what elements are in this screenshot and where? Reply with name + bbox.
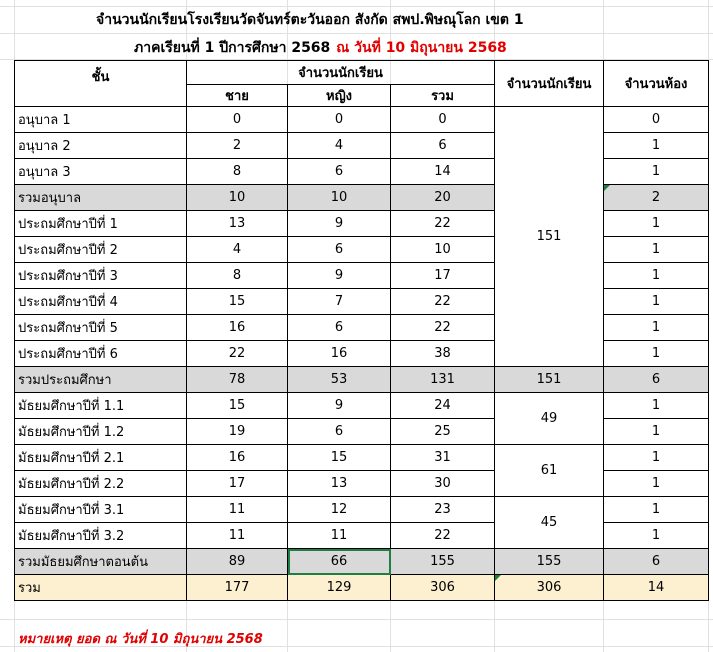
female-cell[interactable]: 9 (288, 211, 391, 237)
rooms-cell[interactable]: 6 (604, 549, 709, 575)
female-cell[interactable]: 53 (288, 367, 391, 393)
female-cell[interactable]: 6 (288, 237, 391, 263)
row-label[interactable]: รวมมัธยมศึกษาตอนต้น (15, 549, 187, 575)
row-label[interactable]: อนุบาล 3 (15, 159, 187, 185)
rooms-cell[interactable]: 1 (604, 315, 709, 341)
male-cell[interactable]: 13 (187, 211, 288, 237)
table-row (15, 133, 709, 159)
grand-total-row (15, 575, 709, 601)
male-cell[interactable]: 89 (187, 549, 288, 575)
rooms-cell[interactable]: 1 (604, 393, 709, 419)
table-row (15, 445, 709, 471)
header-male[interactable]: ชาย (187, 85, 288, 107)
row-label[interactable]: ประถมศึกษาปีที่ 3 (15, 263, 187, 289)
male-cell[interactable]: 10 (187, 185, 288, 211)
table-row (15, 315, 709, 341)
total-cell[interactable]: 6 (391, 133, 495, 159)
group-cell[interactable]: 306 (495, 575, 604, 601)
row-label[interactable]: มัธยมศึกษาปีที่ 2.1 (15, 445, 187, 471)
header-female[interactable]: หญิง (288, 85, 391, 107)
table-row (15, 341, 709, 367)
rooms-cell[interactable]: 1 (604, 445, 709, 471)
female-cell[interactable]: 7 (288, 289, 391, 315)
header-rooms[interactable]: จำนวนห้อง (604, 61, 709, 107)
male-cell[interactable]: 22 (187, 341, 288, 367)
rooms-cell[interactable]: 1 (604, 341, 709, 367)
table-row (15, 263, 709, 289)
total-cell[interactable]: 14 (391, 159, 495, 185)
row-label[interactable]: มัธยมศึกษาปีที่ 1.1 (15, 393, 187, 419)
total-cell[interactable]: 30 (391, 471, 495, 497)
row-label[interactable]: ประถมศึกษาปีที่ 4 (15, 289, 187, 315)
male-cell[interactable]: 177 (187, 575, 288, 601)
row-label[interactable]: รวมอนุบาล (15, 185, 187, 211)
sheet-title: จำนวนนักเรียนโรงเรียนวัดจันทร์ตะวันออก สังกัด สพป.พิษณุโลก เขต 1 (96, 12, 524, 28)
table-row (15, 289, 709, 315)
group-cell[interactable]: 151 (495, 367, 604, 393)
rooms-cell[interactable]: 1 (604, 471, 709, 497)
total-cell[interactable]: 20 (391, 185, 495, 211)
total-cell[interactable]: 22 (391, 211, 495, 237)
row-label[interactable]: รวม (15, 575, 187, 601)
rooms-cell[interactable]: 6 (604, 367, 709, 393)
female-cell[interactable]: 15 (288, 445, 391, 471)
rooms-cell[interactable]: 1 (604, 289, 709, 315)
female-cell[interactable]: 0 (288, 107, 391, 133)
total-cell[interactable]: 131 (391, 367, 495, 393)
table-row (15, 523, 709, 549)
total-cell[interactable]: 24 (391, 393, 495, 419)
row-label[interactable]: ประถมศึกษาปีที่ 5 (15, 315, 187, 341)
female-cell[interactable]: 129 (288, 575, 391, 601)
male-cell[interactable]: 17 (187, 471, 288, 497)
table-row (15, 419, 709, 445)
female-cell-selected[interactable]: 66 (288, 549, 391, 575)
group-cell[interactable]: 155 (495, 549, 604, 575)
as-of-date-text: ณ วันที่ 10 มิถุนายน 2568 (336, 40, 507, 56)
row-label[interactable]: มัธยมศึกษาปีที่ 3.1 (15, 497, 187, 523)
female-cell[interactable]: 6 (288, 315, 391, 341)
row-label[interactable]: ประถมศึกษาปีที่ 1 (15, 211, 187, 237)
rooms-cell[interactable]: 2 (604, 185, 709, 211)
female-cell[interactable]: 9 (288, 393, 391, 419)
total-cell[interactable]: 22 (391, 523, 495, 549)
female-cell[interactable]: 6 (288, 159, 391, 185)
male-cell[interactable]: 15 (187, 289, 288, 315)
male-cell[interactable]: 19 (187, 419, 288, 445)
male-cell[interactable]: 15 (187, 393, 288, 419)
row-label[interactable]: อนุบาล 2 (15, 133, 187, 159)
total-cell[interactable]: 17 (391, 263, 495, 289)
group-cell-m3[interactable]: 45 (495, 497, 604, 549)
row-label[interactable]: มัธยมศึกษาปีที่ 1.2 (15, 419, 187, 445)
female-cell[interactable]: 10 (288, 185, 391, 211)
row-label[interactable]: มัธยมศึกษาปีที่ 2.2 (15, 471, 187, 497)
total-cell[interactable]: 306 (391, 575, 495, 601)
student-count-table (14, 60, 709, 601)
rooms-cell[interactable]: 1 (604, 263, 709, 289)
female-cell[interactable]: 16 (288, 341, 391, 367)
header-student-count[interactable]: จำนวนนักเรียน (187, 61, 495, 85)
rooms-cell[interactable]: 0 (604, 107, 709, 133)
male-cell[interactable]: 0 (187, 107, 288, 133)
male-cell[interactable]: 11 (187, 523, 288, 549)
rooms-cell[interactable]: 1 (604, 133, 709, 159)
row-label[interactable]: ประถมศึกษาปีที่ 6 (15, 341, 187, 367)
total-cell[interactable]: 10 (391, 237, 495, 263)
table-row (15, 497, 709, 523)
rooms-cell[interactable]: 1 (604, 211, 709, 237)
male-cell[interactable]: 4 (187, 237, 288, 263)
summary-row (15, 549, 709, 575)
female-cell[interactable]: 6 (288, 419, 391, 445)
group-cell-m1[interactable]: 49 (495, 393, 604, 445)
total-cell[interactable]: 23 (391, 497, 495, 523)
table-row (15, 393, 709, 419)
row-label[interactable]: ประถมศึกษาปีที่ 2 (15, 237, 187, 263)
semester-text: ภาคเรียนที่ 1 ปีการศึกษา 2568 (134, 40, 331, 56)
male-cell[interactable]: 2 (187, 133, 288, 159)
rooms-cell[interactable]: 1 (604, 237, 709, 263)
sheet-subtitle (134, 37, 507, 59)
female-cell[interactable]: 11 (288, 523, 391, 549)
total-cell[interactable]: 22 (391, 315, 495, 341)
total-cell[interactable]: 0 (391, 107, 495, 133)
female-cell[interactable]: 4 (288, 133, 391, 159)
row-label[interactable]: อนุบาล 1 (15, 107, 187, 133)
group-cell-kindergarten-primary[interactable]: 151 (495, 107, 604, 367)
rooms-cell[interactable]: 14 (604, 575, 709, 601)
header-row (15, 61, 709, 85)
total-cell[interactable]: 155 (391, 549, 495, 575)
total-cell[interactable]: 22 (391, 289, 495, 315)
row-label[interactable]: มัธยมศึกษาปีที่ 3.2 (15, 523, 187, 549)
table-row (15, 159, 709, 185)
female-cell[interactable]: 9 (288, 263, 391, 289)
table-row (15, 107, 709, 133)
male-cell[interactable]: 8 (187, 263, 288, 289)
summary-row (15, 367, 709, 393)
male-cell[interactable]: 8 (187, 159, 288, 185)
header-students-group[interactable]: จำนวนนักเรียน (495, 61, 604, 107)
male-cell[interactable]: 78 (187, 367, 288, 393)
female-cell[interactable]: 12 (288, 497, 391, 523)
table-row (15, 211, 709, 237)
row-label[interactable]: รวมประถมศึกษา (15, 367, 187, 393)
female-cell[interactable]: 13 (288, 471, 391, 497)
header-total[interactable]: รวม (391, 85, 495, 107)
male-cell[interactable]: 16 (187, 315, 288, 341)
male-cell[interactable]: 16 (187, 445, 288, 471)
group-cell-m2[interactable]: 61 (495, 445, 604, 497)
total-cell[interactable]: 25 (391, 419, 495, 445)
total-cell[interactable]: 38 (391, 341, 495, 367)
rooms-cell[interactable]: 1 (604, 497, 709, 523)
header-level[interactable]: ชั้น (15, 61, 187, 107)
rooms-cell[interactable]: 1 (604, 159, 709, 185)
table-row (15, 237, 709, 263)
rooms-cell[interactable]: 1 (604, 523, 709, 549)
summary-row (15, 185, 709, 211)
table-row (15, 471, 709, 497)
remark-note: หมายเหตุ ยอด ณ วันที่ 10 มิถุนายน 2568 (18, 632, 263, 647)
total-cell[interactable]: 31 (391, 445, 495, 471)
rooms-cell[interactable]: 1 (604, 419, 709, 445)
male-cell[interactable]: 11 (187, 497, 288, 523)
